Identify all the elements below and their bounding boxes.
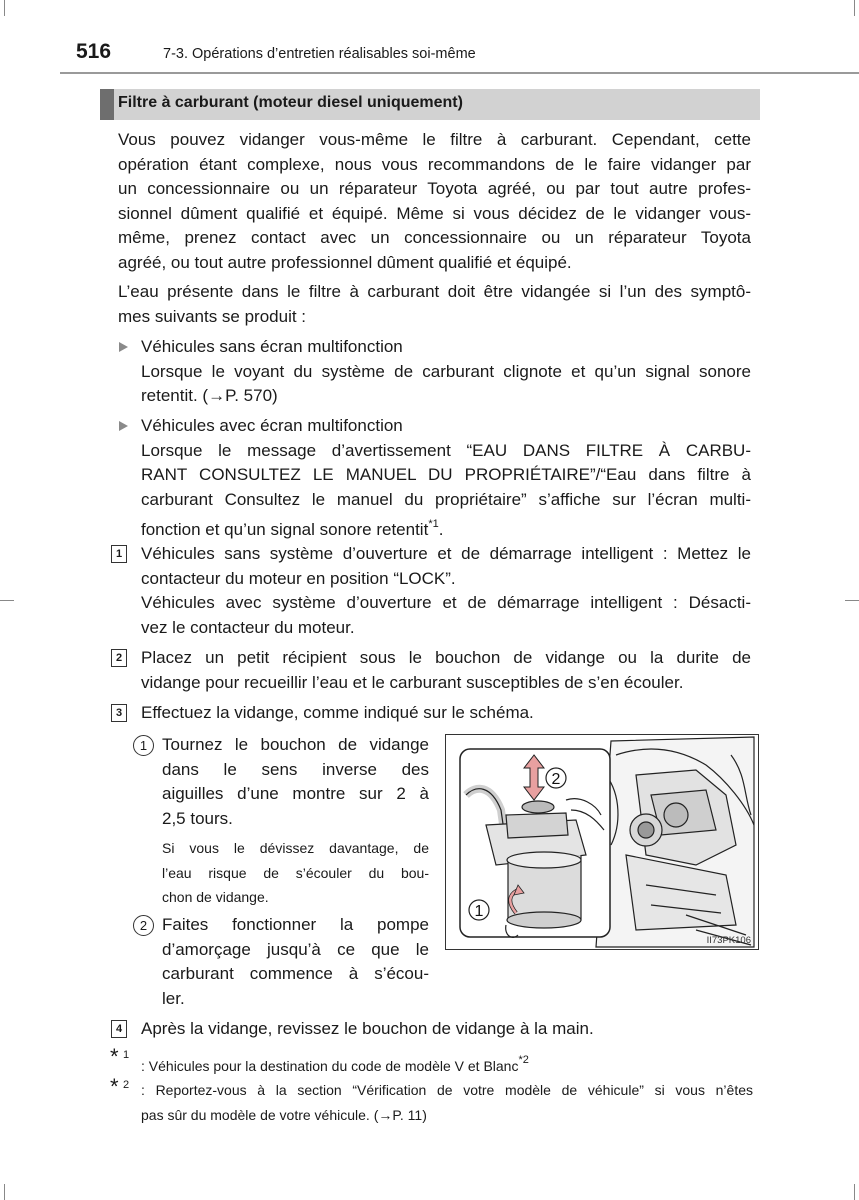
substep-2 xyxy=(162,913,429,1011)
text-line: sionnel dûment qualifié et équipé. Même si vous décidez de le vidanger vous- xyxy=(118,203,751,223)
substep-1 xyxy=(162,733,429,831)
text-line: vidange pour recueillir l’eau et le carburant susceptibles de s’en écouler. xyxy=(141,672,684,692)
text-line: mes suivants se produit : xyxy=(118,306,307,326)
step-2 xyxy=(141,646,751,695)
text-line: carburant commence à s’écou- xyxy=(162,964,429,983)
text-line: un concessionnaire ou un réparateur Toyota agréé, ou par tout autre profes- xyxy=(118,179,751,198)
text-line: ler. xyxy=(162,988,185,1008)
page-number: 516 xyxy=(76,40,112,63)
page-header xyxy=(0,38,859,73)
text-line: retentit. (→P. 570) xyxy=(141,386,278,405)
bullet-item xyxy=(141,335,751,409)
text-line: Véhicules avec système d’ouverture et de démarrage intelligent : Désacti- xyxy=(141,593,751,612)
text-line: vez le contacteur du moteur. xyxy=(141,617,355,637)
footnote-2 xyxy=(141,1078,753,1127)
substep-circle-number: 1 xyxy=(133,735,154,756)
text-line: Après la vidange, revissez le bouchon de vidange à la main. xyxy=(141,1019,594,1038)
bullet-item xyxy=(141,414,751,543)
text-line: d’amorçage jusqu’à ce que le xyxy=(162,939,429,959)
footnote-number: 2 xyxy=(123,1079,130,1091)
text-line: même, prenez contact avec un concessionnaire ou un réparateur Toyota xyxy=(118,228,751,247)
text-line: carburant Consultez le manuel du propriétaire” s’affiche sur l’écran multi- xyxy=(141,489,751,509)
text-line: opération étant complexe, nous vous recommandons de le faire vidanger par xyxy=(118,154,751,174)
fuel-filter-drawing xyxy=(446,735,758,949)
step-number-box: 3 xyxy=(111,704,127,722)
crop-mark xyxy=(0,600,14,601)
text-line: Lorsque le message d’avertissement “EAU DANS FILTRE À CARBU- xyxy=(141,440,751,460)
figure-callout: 2 xyxy=(551,771,561,788)
text-line: dans le sens inverse des xyxy=(162,759,429,779)
text-line: contacteur du moteur en position “LOCK”. xyxy=(141,568,456,588)
text-line: 2,5 tours. xyxy=(162,808,233,828)
text-fragment: . xyxy=(438,520,444,539)
text-line: Faites fonctionner la pompe xyxy=(162,915,429,934)
text-line: Tournez le bouchon de vidange xyxy=(162,735,429,754)
footnote-marker: * xyxy=(110,1044,119,1069)
footnote-number: 1 xyxy=(123,1049,130,1061)
footnote-1 xyxy=(141,1048,753,1079)
text-line: RANT CONSULTEZ LE MANUEL DU PROPRIÉTAIRE”/“Eau dans filtre à xyxy=(141,465,751,484)
crop-mark xyxy=(4,0,5,16)
section-path: 7-3. Opérations d’entretien réalisables soi-même xyxy=(163,46,476,62)
bullet-title: Véhicules sans écran multifonction xyxy=(141,337,403,356)
text-line: pas sûr du modèle de votre véhicule. (→P. 11) xyxy=(141,1106,427,1123)
text-line xyxy=(141,512,751,543)
crop-mark xyxy=(845,600,859,601)
step-number-box: 2 xyxy=(111,649,127,667)
text-line: Placez un petit récipient sous le bouchon de vidange ou la durite de xyxy=(141,648,751,667)
figure-code: II73PK106 xyxy=(706,935,751,946)
substep-circle-number: 2 xyxy=(133,915,154,936)
bullet-title: Véhicules avec écran multifonction xyxy=(141,416,403,435)
footnote-marker: * xyxy=(110,1074,119,1099)
step-3 xyxy=(141,701,751,726)
step-number-box: 4 xyxy=(111,1020,127,1038)
text-line xyxy=(141,1048,753,1079)
text-line: agréé, ou tout autre professionnel dûment qualifié et équipé. xyxy=(118,252,572,272)
text-line: Vous pouvez vidanger vous-même le filtre à carburant. Cependant, cette xyxy=(118,130,751,149)
section-title: Filtre à carburant (moteur diesel uniquement) xyxy=(118,94,463,111)
text-fragment: fonction et qu’un signal sonore retentit xyxy=(141,520,429,539)
step-1 xyxy=(141,542,751,640)
crop-mark xyxy=(4,1184,5,1200)
intro-paragraph xyxy=(118,128,751,275)
crop-mark xyxy=(854,1184,855,1200)
text-line: aiguilles d’une montre sur 2 à xyxy=(162,784,429,803)
crop-mark xyxy=(854,0,855,16)
bullet-triangle-icon xyxy=(119,421,128,431)
section-heading-bar xyxy=(100,89,760,120)
fuel-filter-illustration xyxy=(445,734,759,950)
text-line: : Reportez-vous à la section “Vérification de votre modèle de véhicule” si vous n’êtes xyxy=(141,1082,753,1098)
header-rule xyxy=(60,72,859,74)
text-line: chon de vidange. xyxy=(162,889,269,905)
footnote-ref: *2 xyxy=(518,1054,529,1066)
footnote-ref: *1 xyxy=(428,518,439,530)
text-line: Si vous le dévissez davantage, de xyxy=(162,840,429,856)
text-line: l’eau risque de s’écouler du bou- xyxy=(162,864,429,881)
text-fragment: : Véhicules pour la destination du code de modèle V et Blanc xyxy=(141,1058,519,1074)
water-paragraph xyxy=(118,280,751,329)
text-line: Véhicules sans système d’ouverture et de démarrage intelligent : Mettez le xyxy=(141,544,751,563)
bullet-triangle-icon xyxy=(119,342,128,352)
step-4 xyxy=(141,1017,751,1042)
text-line: L’eau présente dans le filtre à carburant doit être vidangée si l’un des symptô- xyxy=(118,282,751,301)
substep-1-note xyxy=(162,836,429,910)
step-number-box: 1 xyxy=(111,545,127,563)
figure-callout: 1 xyxy=(474,903,484,920)
text-line: Effectuez la vidange, comme indiqué sur le schéma. xyxy=(141,703,534,722)
text-line: Lorsque le voyant du système de carburant clignote et qu’un signal sonore xyxy=(141,361,751,381)
